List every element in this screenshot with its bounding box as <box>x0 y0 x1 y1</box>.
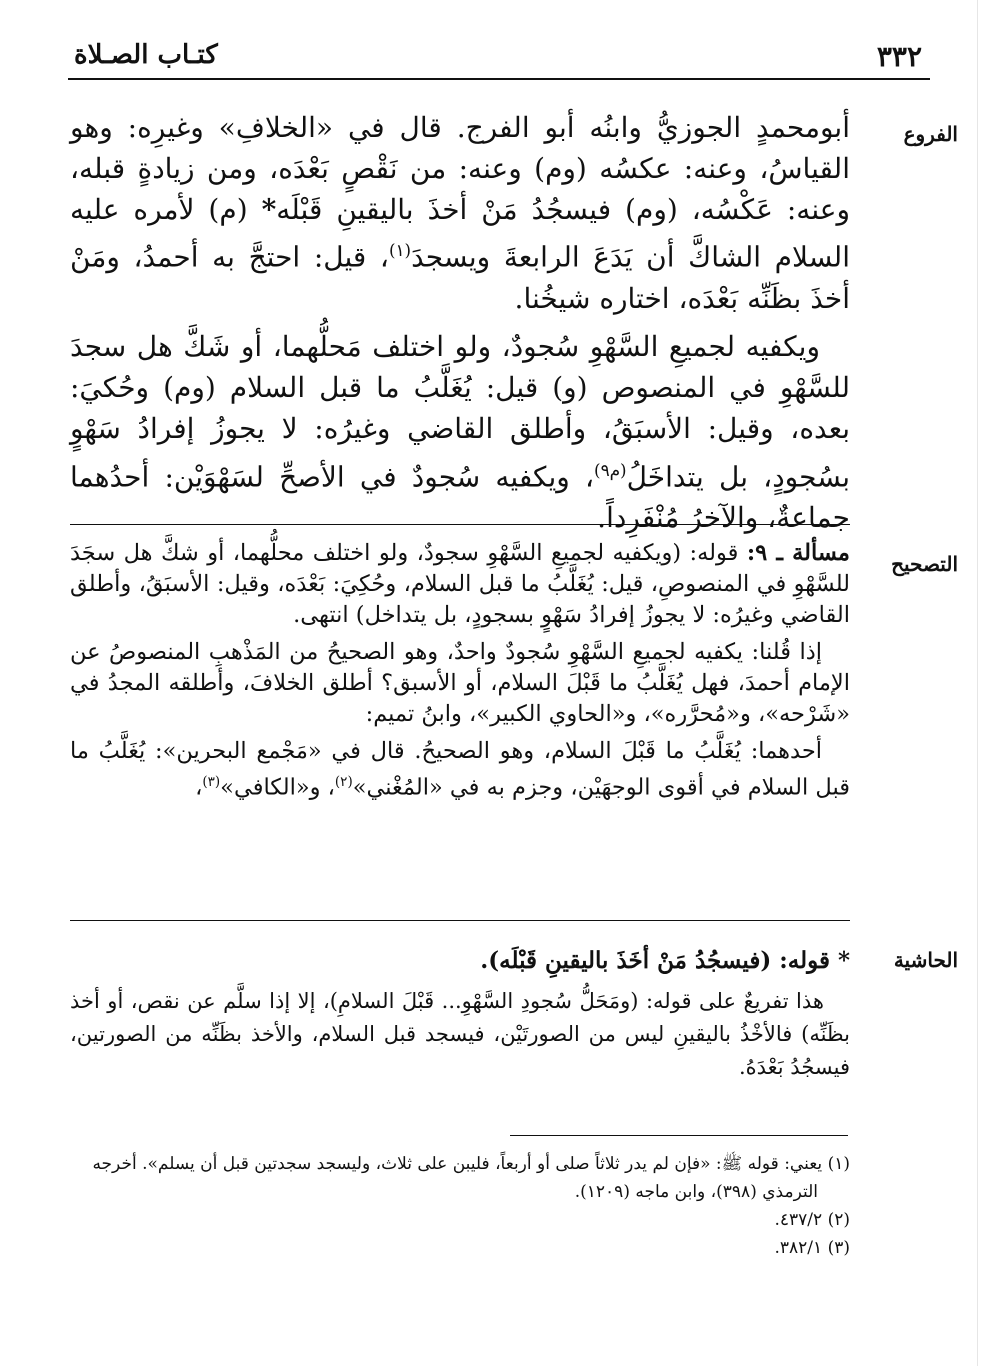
asterisk-marker: * <box>261 192 277 226</box>
page-header <box>68 40 930 80</box>
masala-ref-9: (م٩) <box>594 459 627 480</box>
section-label-hashiya: الحاشية <box>893 948 958 972</box>
section-label-furu: الفروع <box>903 122 958 146</box>
hashiya-lead-text: قوله: (فيسجُدُ مَنْ أخَذَ باليقينِ قَبْلَه). <box>480 947 830 974</box>
tashih-text-1: قوله: (ويكفيه لجميعِ السَّهْوِ سجودٌ، ولو اختلف محلُّهما، أو شكَّ هل سجَدَ للسَّهْوِ في المنصوصِ، قيل: يُغَلَّبُ ما قبل السلام، وحُكِيَ: بَعْدَه، وقيل: الأسبَقُ، وأطلق القاضي وغيرُه: لا يجوزُ إفرادُ سَهْوٍ بسجودٍ، بل يتداخل) انتهى. <box>70 540 850 628</box>
divider-tashih-hashiya <box>70 920 850 921</box>
furu-text-1c: ، قيل: احتجَّ به أحمدُ، ومَنْ أخذَ بظَنِّه بَعْدَه، اختاره شيخُنا. <box>70 240 850 315</box>
divider-furu-tashih <box>70 524 850 525</box>
masala-heading: مسألة ـ ٩: <box>746 540 850 566</box>
furu-text-2b: ، ويكفيه سُجودٌ في الأصحِّ لسَهْوَيْن: أحدُهما جماعةٌ، والآخرُ مُنْفَرِداً. <box>70 460 850 534</box>
hashiya-body: هذا تفريعٌ على قوله: (ومَحَلُّ سُجودِ السَّهْوِ... قَبْلَ السلامِ)، إلا إذا سلَّم عن نقص، أو أخذ بظَنِّه) فالأخْذُ باليقينِ ليس من الصورتَيْن، فيسجد قبل السلام، والأخذ بظَنِّه من الصورتين، فيسجُدُ بَعْدَهُ. <box>70 989 850 1079</box>
furu-section <box>70 108 850 539</box>
furu-paragraph-2 <box>70 327 850 538</box>
tashih-paragraph-2: إذا قُلنا: يكفيه لجميعِ السَّهْوِ سُجودٌ واحدٌ، وهو الصحيحُ من المَذْهبِ المنصوصُ عن الإمام أحمدَ، فهل يُغَلَّبُ ما قَبْلَ السلام، أو الأسبق؟ أطلق الخلافَ، وأطلقه المجدُ في «شَرْحه»، و«مُحرَّره»، و«الحاوي الكبير»، وابنُ تميم: <box>70 639 850 727</box>
tashih-text-3a: أحدهما: يُغَلَّبُ ما قَبْلَ السلام، وهو الصحيحُ. قال في «مَجْمع البحرين»: يُغَلَّبُ ما قبل السلام في أقوى الوجهَيْن، وجزم به في «المُغْني» <box>70 738 850 801</box>
footnotes <box>70 1150 850 1262</box>
footnote-ref-1: (١) <box>388 240 412 261</box>
footnote-separator <box>510 1135 848 1136</box>
tashih-paragraph-3 <box>70 736 850 804</box>
tashih-text-3b: ، و«الكافي» <box>220 774 335 801</box>
section-label-tashih: التصحيح <box>891 552 958 576</box>
scan-edge-line <box>977 0 978 1366</box>
tashih-section <box>70 538 850 804</box>
footnote-3: (٣) ٣٨٢/١. <box>774 1238 850 1258</box>
footnote-ref-3: (٣) <box>202 774 221 790</box>
furu-text-2a: ويكفيه لجميعِ السَّهْوِ سُجودٌ، ولو اختلف مَحلُّهما، أو شَكَّ هل سجدَ للسَّهْوِ في المنصوص (و) قيل: يُغَلَّبُ ما قبل السلام (وم) وحُكيَ: بعده، وقيل: الأسبَقُ، وأطلق القاضي وغيرُه: لا يجوزُ إفرادُ سَهْوٍ بسُجودٍ، بل يتداخَلُ <box>70 330 850 494</box>
tashih-paragraph-1 <box>70 538 850 631</box>
footnote-1-continued: الترمذي (٣٩٨)، وابن ماجه (١٢٠٩). <box>574 1182 818 1202</box>
running-title: كتـاب الصـلاة <box>74 40 218 70</box>
footnote-1: (١) يعني: قوله ﷺ: «فإن لم يدر ثلاثاً صلى أو أربعاً، فليبن على ثلاث، وليسجد سجدتين قبل أن يسلم». أخرجه <box>92 1154 850 1174</box>
furu-text-1a: أبومحمدٍ الجوزيُّ وابنُه أبو الفرج. قال في «الخلافِ» وغيرِه: وهو القياسُ، وعنه: عكسُه (وم) وعنه: من نَقْصٍ بَعْدَه، ومن زيادةٍ قبله، وعنه: عَكْسُه، (وم) فيسجُدُ مَنْ أخذَ باليقينِ قَبْلَه <box>70 111 851 226</box>
footnote-2: (٢) ٤٣٧/٢. <box>774 1210 850 1230</box>
hashiya-section <box>70 944 850 1084</box>
hashiya-lead <box>70 944 850 977</box>
tashih-text-3c: ، <box>195 774 203 801</box>
asterisk-marker: * <box>837 947 850 974</box>
page-number: ٣٣٢ <box>876 40 922 73</box>
furu-text-1b: (م) لأمره عليه السلام الشاكَّ أن يَدَعَ الرابعةَ ويسجدَ <box>70 192 850 274</box>
footnote-ref-2: (٢) <box>334 774 353 790</box>
furu-paragraph-1 <box>70 108 850 319</box>
